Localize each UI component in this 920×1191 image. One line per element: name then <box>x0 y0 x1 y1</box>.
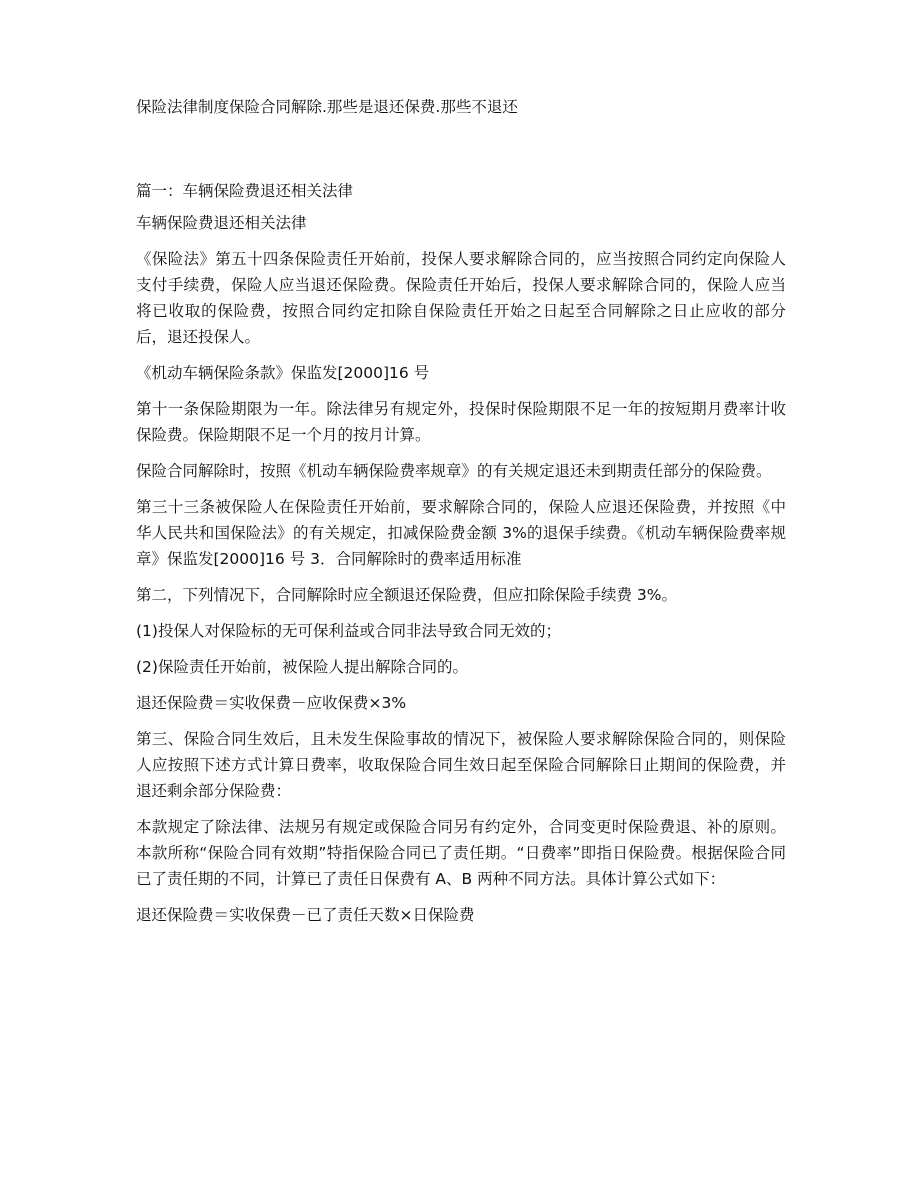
paragraph-item-2: (2)保险责任开始前，被保险人提出解除合同的。 <box>136 658 468 676</box>
paragraph-second-full-refund: 第二，下列情况下，合同解除时应全额退还保险费，但应扣除保险手续费 3%。 <box>136 586 678 604</box>
paragraph-formula-1: 退还保险费＝实收保费－应收保费×3% <box>136 694 407 712</box>
document-title: 保险法律制度保险合同解除.那些是退还保费.那些不退还 <box>136 98 518 116</box>
paragraph-formula-2: 退还保险费＝实收保费－已了责任天数×日保险费 <box>136 906 475 924</box>
paragraph-vehicle-insurance-clause-ref: 《机动车辆保险条款》保监发[2000]16 号 <box>136 364 430 382</box>
paragraph-article-33: 第三十三条被保险人在保险责任开始前，要求解除合同的，保险人应退还保险费，并按照《中华人民共和国保险法》的有关规定，扣减保险费金额 3%的退保手续费。《机动车辆保险费率规章》保监发[2000]16 号 3．合同解除时的费率适用标准 <box>136 498 786 568</box>
document-page <box>136 96 786 928</box>
paragraph-insurance-law-article-54: 《保险法》第五十四条保险责任开始前，投保人要求解除合同的，应当按照合同约定向保险人支付手续费，保险人应当退还保险费。保险责任开始后，投保人要求解除合同的，保险人应当将已收取的保险费，按照合同约定扣除自保险责任开始之日起至合同解除之日止应收的部分后，退还投保人。 <box>136 250 786 346</box>
paragraph-third-daily-rate: 第三、保险合同生效后，且未发生保险事故的情况下，被保险人要求解除保险合同的，则保险人应按照下述方式计算日费率，收取保险合同生效日起至保险合同解除日止期间的保险费，并退还剩余部分保险费： <box>136 730 786 800</box>
paragraph-article-11: 第十一条保险期限为一年。除法律另有规定外，投保时保险期限不足一年的按短期月费率计收保险费。保险期限不足一个月的按月计算。 <box>136 400 786 444</box>
paragraph-item-1: (1)投保人对保险标的无可保利益或合同非法导致合同无效的； <box>136 622 561 640</box>
paragraph-subheading: 车辆保险费退还相关法律 <box>136 214 307 232</box>
paragraph-contract-termination-refund: 保险合同解除时，按照《机动车辆保险费率规章》的有关规定退还未到期责任部分的保险费。 <box>136 462 772 480</box>
paragraph-clause-explanation: 本款规定了除法律、法规另有规定或保险合同另有约定外，合同变更时保险费退、补的原则。本款所称“保险合同有效期”特指保险合同已了责任期。“日费率”即指日保险费。根据保险合同已了责任期的不同，计算已了责任日保费有 A、B 两种不同方法。具体计算公式如下： <box>136 818 786 888</box>
section-heading: 篇一：车辆保险费退还相关法律 <box>136 182 354 200</box>
